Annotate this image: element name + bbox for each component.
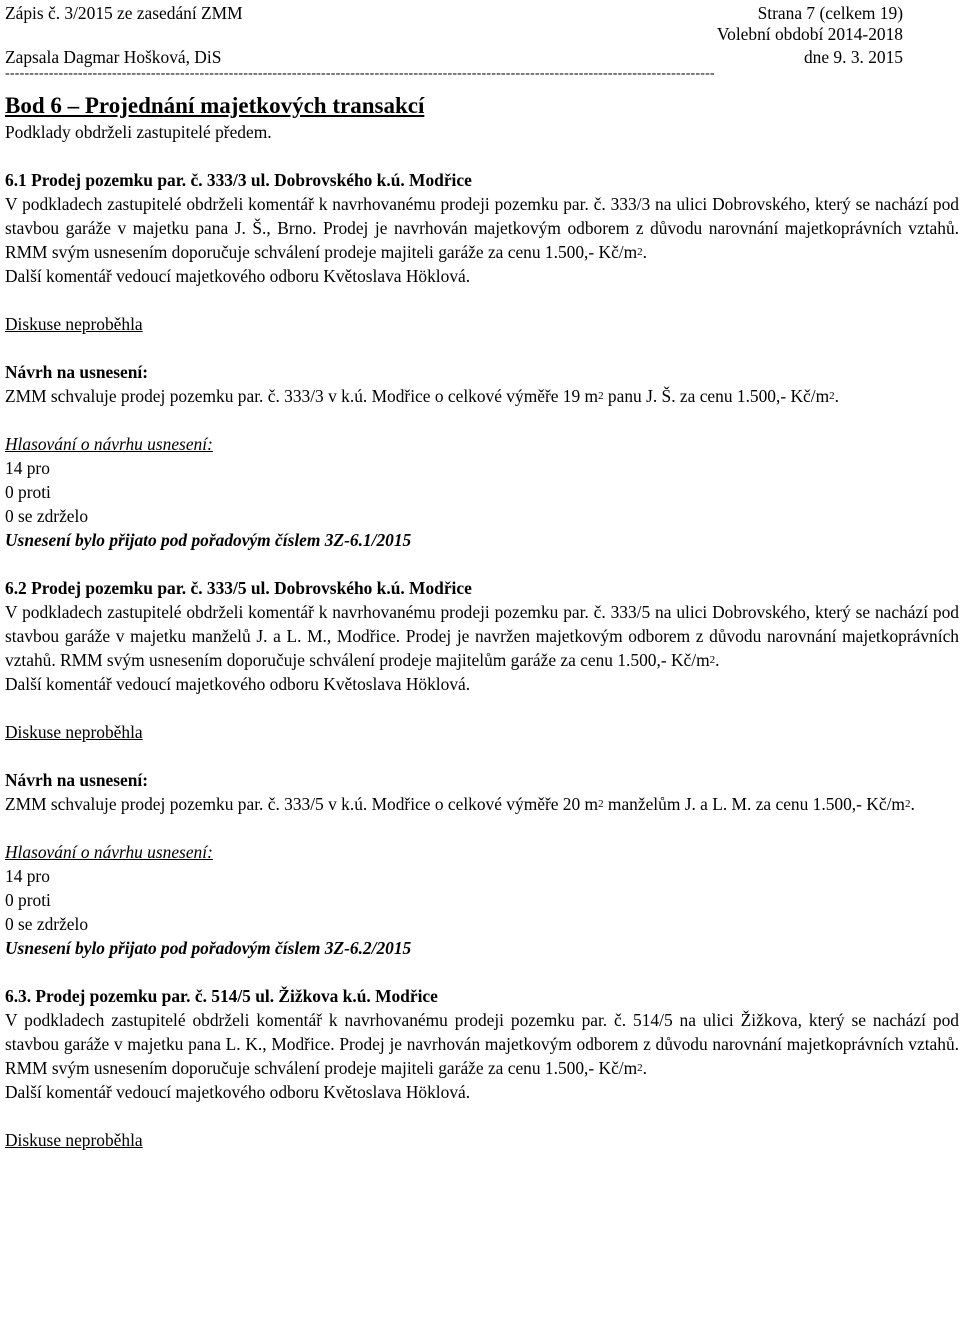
body-end: . xyxy=(642,242,648,262)
vote-label: Hlasování o návrhu usnesení: xyxy=(5,434,213,454)
body-end: . xyxy=(642,1058,648,1078)
item-intro: Podklady obdrželi zastupitelé předem. xyxy=(5,122,272,142)
proposal-body: ZMM schvaluje prodej pozemku par. č. 333/5 v k.ú. Modřice o celkové výměře 20 m xyxy=(5,794,599,814)
proposal-body-end: panu J. Š. za cenu 1.500,- Kč/m xyxy=(603,386,830,406)
proposal-label: Návrh na usnesení: xyxy=(5,362,149,382)
vote-against: 0 proti xyxy=(5,482,51,502)
superscript: 2 xyxy=(598,798,604,810)
superscript: 2 xyxy=(637,246,643,258)
section-heading: 6.2 Prodej pozemku par. č. 333/5 ul. Dobrovského k.ú. Modřice xyxy=(5,578,472,598)
section-body xyxy=(5,600,959,672)
resolution-result: Usnesení bylo přijato pod pořadovým číslem 3Z-6.1/2015 xyxy=(5,530,412,550)
superscript: 2 xyxy=(637,1062,643,1074)
proposal-text xyxy=(5,792,959,816)
section-heading: 6.1 Prodej pozemku par. č. 333/3 ul. Dobrovského k.ú. Modřice xyxy=(5,170,472,190)
vote-label: Hlasování o návrhu usnesení: xyxy=(5,842,213,862)
discussion-note: Diskuse neproběhla xyxy=(5,1130,143,1150)
page-number: Strana 7 (celkem 19) xyxy=(757,3,903,23)
item-title: Bod 6 – Projednání majetkových transakcí xyxy=(5,93,425,118)
body-text: V podkladech zastupitelé obdrželi komentář k navrhovanému prodeji pozemku par. č. 333/5 na ulici Dobrovského, který se nachází pod stavbou garáže v majetku manželů J. a L. M., Modřice. Prodej je navržen majetkovým odborem z důvodu narovnání majetkoprávních vztahů. RMM svým usnesením doporučuje schválení prodeje majitelům garáže za cenu 1.500,- Kč/m xyxy=(5,602,959,670)
section-comment: Další komentář vedoucí majetkového odboru Květoslava Höklová. xyxy=(5,674,471,694)
proposal-final: . xyxy=(910,794,915,814)
vote-for: 14 pro xyxy=(5,458,50,478)
section-6-3 xyxy=(5,984,959,1152)
proposal-body: ZMM schvaluje prodej pozemku par. č. 333/3 v k.ú. Modřice o celkové výměře 19 m xyxy=(5,386,599,406)
resolution-result: Usnesení bylo přijato pod pořadovým číslem 3Z-6.2/2015 xyxy=(5,938,412,958)
vote-abstain: 0 se zdrželo xyxy=(5,914,89,934)
vote-against: 0 proti xyxy=(5,890,51,910)
vote-abstain: 0 se zdrželo xyxy=(5,506,89,526)
body-text: V podkladech zastupitelé obdrželi komentář k navrhovanému prodeji pozemku par. č. 333/3 na ulici Dobrovského, který se nachází pod stavbou garáže v majetku pana J. Š., Brno. Prodej je navrhován majetkovým odborem z důvodu narovnání majetkoprávních vztahů. RMM svým usnesením doporučuje schválení prodeje majiteli garáže za cenu 1.500,- Kč/m xyxy=(5,194,959,262)
section-body xyxy=(5,1008,959,1080)
section-6-2 xyxy=(5,576,959,960)
proposal-final: . xyxy=(834,386,839,406)
superscript: 2 xyxy=(598,390,604,402)
superscript: 2 xyxy=(709,654,716,666)
proposal-body-end: manželům J. a L. M. za cenu 1.500,- Kč/m xyxy=(603,794,905,814)
section-comment: Další komentář vedoucí majetkového odboru Květoslava Höklová. xyxy=(5,266,471,286)
document-title: Zápis č. 3/2015 ze zasedání ZMM xyxy=(5,3,243,23)
discussion-note: Diskuse neproběhla xyxy=(5,314,143,334)
section-6-1 xyxy=(5,168,959,552)
meeting-date: dne 9. 3. 2015 xyxy=(803,47,903,67)
superscript: 2 xyxy=(829,390,835,402)
document-body xyxy=(5,92,959,1152)
vote-for: 14 pro xyxy=(5,866,50,886)
section-body xyxy=(5,192,959,264)
section-heading: 6.3. Prodej pozemku par. č. 514/5 ul. Žižkova k.ú. Modřice xyxy=(5,986,438,1006)
discussion-note: Diskuse neproběhla xyxy=(5,722,143,742)
section-comment: Další komentář vedoucí majetkového odboru Květoslava Höklová. xyxy=(5,1082,471,1102)
proposal-text xyxy=(5,384,959,408)
proposal-label: Návrh na usnesení: xyxy=(5,770,149,790)
electoral-term: Volební období 2014-2018 xyxy=(716,24,903,44)
header-separator: -------------------------------------------------------------------------------------------------------------------------------------------------- xyxy=(5,66,715,81)
recorded-by: Zapsala Dagmar Hošková, DiS xyxy=(5,47,222,67)
body-text: V podkladech zastupitelé obdrželi komentář k navrhovanému prodeji pozemku par. č. 514/5 na ulici Žižkova, který se nachází pod stavbou garáže v majetku pana L. K., Modřice. Prodej je navrhován majetkovým odborem z důvodu narovnání majetkoprávních vztahů. RMM svým usnesením doporučuje schválení prodeje majiteli garáže za cenu 1.500,- Kč/m xyxy=(5,1010,959,1078)
superscript: 2 xyxy=(904,798,911,810)
body-end: . xyxy=(715,650,720,670)
